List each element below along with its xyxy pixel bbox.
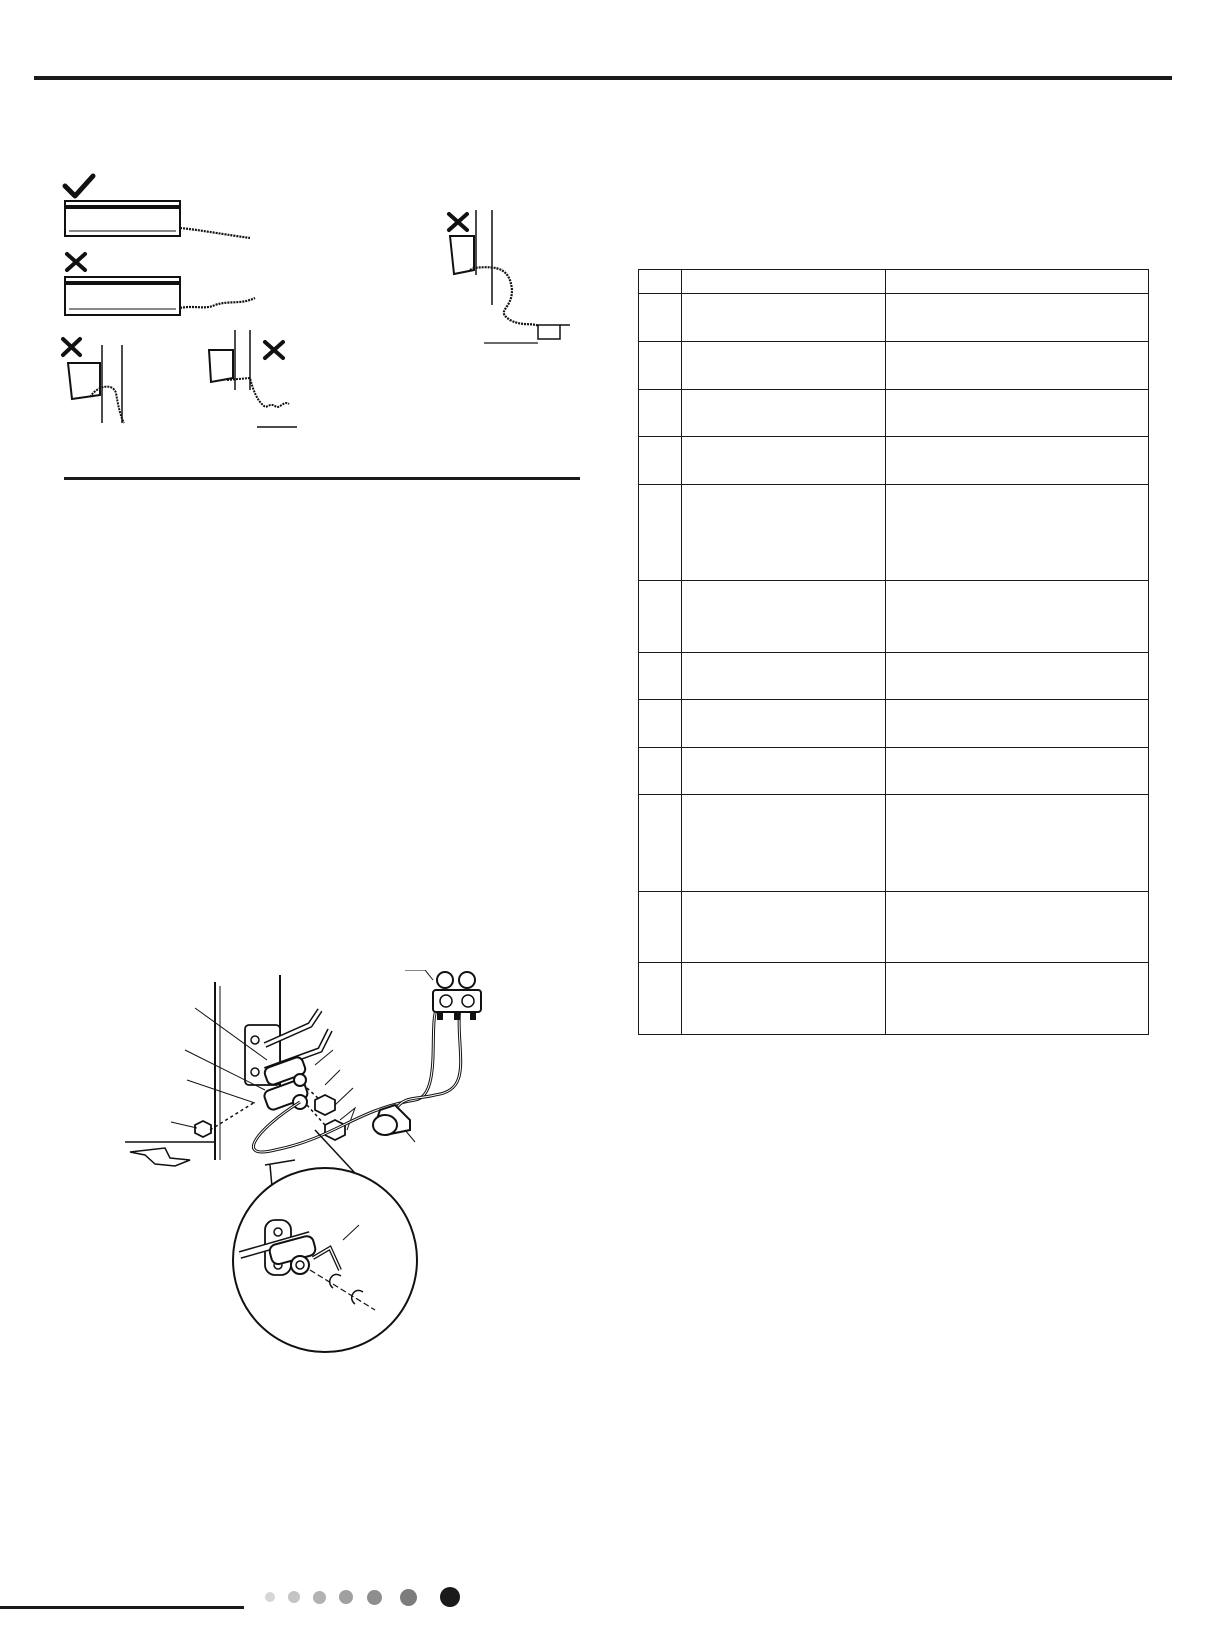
table-cell (639, 748, 682, 795)
table-cell (886, 581, 1149, 653)
table-row (639, 963, 1149, 1035)
table-row (639, 700, 1149, 748)
table-cell (639, 653, 682, 700)
table-row (639, 437, 1149, 485)
table-row (639, 581, 1149, 653)
table-cell (682, 294, 886, 342)
progress-dot (339, 1590, 353, 1604)
table-cell (682, 485, 886, 581)
table-cell (639, 581, 682, 653)
table-cell (639, 963, 682, 1035)
table-cell (886, 700, 1149, 748)
table-cell (682, 437, 886, 485)
table-cell (639, 485, 682, 581)
table-header-cell (886, 270, 1149, 294)
table-row (639, 390, 1149, 437)
header-rule (34, 76, 1172, 80)
table-cell (682, 700, 886, 748)
table-header-cell (682, 270, 886, 294)
table-cell (682, 892, 886, 963)
progress-dot (400, 1589, 417, 1606)
table-cell (886, 892, 1149, 963)
progress-dot (367, 1590, 382, 1605)
table-cell (886, 653, 1149, 700)
illustration-drain-in-water (440, 210, 580, 360)
table-cell (639, 294, 682, 342)
table-cell (682, 795, 886, 892)
illustration-drain-upward-bend (58, 335, 148, 425)
table-cell (886, 795, 1149, 892)
table-cell (682, 963, 886, 1035)
cross-mark-icon (67, 254, 85, 270)
table-cell (682, 390, 886, 437)
table-row (639, 795, 1149, 892)
table-row (639, 294, 1149, 342)
progress-dot (313, 1591, 326, 1604)
progress-dot (265, 1592, 275, 1602)
table-cell (886, 963, 1149, 1035)
illustration-drain-correct (55, 168, 265, 248)
table-row (639, 653, 1149, 700)
table-cell (886, 294, 1149, 342)
table-cell (682, 748, 886, 795)
table-cell (886, 390, 1149, 437)
table-cell (682, 653, 886, 700)
vacuum-connection-diagram (115, 970, 535, 1360)
table-cell (682, 342, 886, 390)
footer-rule (0, 1606, 244, 1609)
valve-detail-callout (233, 1168, 417, 1352)
table-cell (886, 342, 1149, 390)
illustration-drain-raised (55, 250, 265, 320)
table-cell (886, 485, 1149, 581)
progress-dot (440, 1587, 460, 1607)
table-header-cell (639, 270, 682, 294)
page-footer (0, 1585, 1213, 1625)
vacuum-pump (373, 1105, 415, 1142)
illustration-drain-wavy (205, 330, 315, 430)
progress-dot (288, 1591, 300, 1603)
check-mark-icon (65, 176, 93, 196)
table-cell (886, 437, 1149, 485)
table-cell (639, 342, 682, 390)
table-header-row (639, 270, 1149, 294)
gauge-manifold (405, 970, 481, 1020)
table-cell (639, 390, 682, 437)
table-cell (639, 700, 682, 748)
cross-mark-icon (449, 214, 467, 230)
cross-mark-icon (63, 339, 80, 355)
cross-mark-icon (265, 342, 283, 358)
table-cell (639, 892, 682, 963)
table-row (639, 485, 1149, 581)
table-row (639, 892, 1149, 963)
table-row (639, 748, 1149, 795)
table-row (639, 342, 1149, 390)
checklist-table (638, 269, 1149, 1035)
section-divider (64, 477, 580, 480)
table-cell (639, 795, 682, 892)
table-cell (682, 581, 886, 653)
table-cell (639, 437, 682, 485)
table-cell (886, 748, 1149, 795)
